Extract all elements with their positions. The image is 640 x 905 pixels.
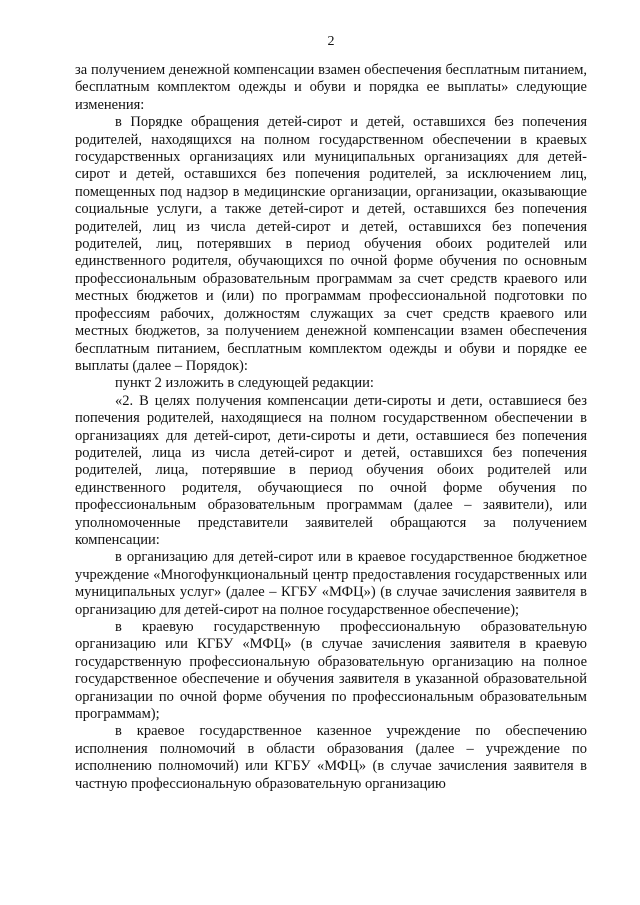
paragraph-professional-organization: в краевую государственную профессиональную образовательную организацию или КГБУ «МФЦ» (в случае зачисления заявителя в краевую государственную профессиональную образовательную организацию на полное государственное обеспечение и обучения заявителя в указанной образовательной организации по очной форме обучения по профессиональным образовательным программам); xyxy=(75,619,587,723)
page-number: 2 xyxy=(327,34,335,49)
paragraph-point-2-instruction: пункт 2 изложить в следующей редакции: xyxy=(115,375,374,392)
paragraph-intro-continuation: за получением денежной компенсации взамен обеспечения бесплатным питанием, бесплатным комплектом одежды и обуви и порядка ее выплаты» следующие изменения: xyxy=(75,62,587,113)
paragraph-orphan-organization: в организацию для детей-сирот или в краевое государственное бюджетное учреждение «Многофункциональный центр предоставления государственных или муниципальных услуг» (далее – КГБУ «МФЦ») (в случае зачисления заявителя в организацию для детей-сирот на полное государственное обеспечение); xyxy=(75,549,587,618)
paragraph-state-institution: в краевое государственное казенное учреждение по обеспечению исполнения полномочий в области образования (далее – учреждение по исполнению полномочий) или КГБУ «МФЦ» (в случае зачисления заявителя в частную профессиональную образовательную организацию xyxy=(75,723,587,792)
paragraph-procedure-title: в Порядке обращения детей-сирот и детей, оставшихся без попечения родителей, находящихся на полном государственном обеспечении в краевых государственных организациях или муниципальных организациях для детей-сирот и детей, оставшихся без попечения родителей, за исключением лиц, помещенных под надзор в медицинские организации, организации, оказывающие социальные услуги, а также детей-сирот и детей, оставшихся без попечения родителей, лиц из числа детей-сирот и детей, оставшихся без попечения родителей, лиц, потерявших в период обучения обоих родителей или единственного родителя, обучающихся по очной форме обучения по основным профессиональным образовательным программам за счет средств краевого или местных бюджетов и (или) по программам профессиональной подготовки по профессиям рабочих, должностям служащих за счет средств краевого или местных бюджетов, за получением денежной компенсации взамен обеспечения бесплатным питанием, бесплатным комплектом одежды и обуви и порядке ее выплаты (далее – Порядок): xyxy=(75,114,587,374)
paragraph-point-2-text: «2. В целях получения компенсации дети-сироты и дети, оставшиеся без попечения родителей, находящиеся на полном государственном обеспечении в организациях для детей-сирот, дети-сироты и дети, оставшиеся без попечения родителей, лица из числа детей-сирот и детей, оставшихся без попечения родителей, лица, потерявшие в период обучения обоих родителей или единственного родителя, обучающиеся по очной форме обучения по профессиональным образовательным программам (далее – заявители), или уполномоченные представители заявителей обращаются за получением компенсации: xyxy=(75,392,587,548)
